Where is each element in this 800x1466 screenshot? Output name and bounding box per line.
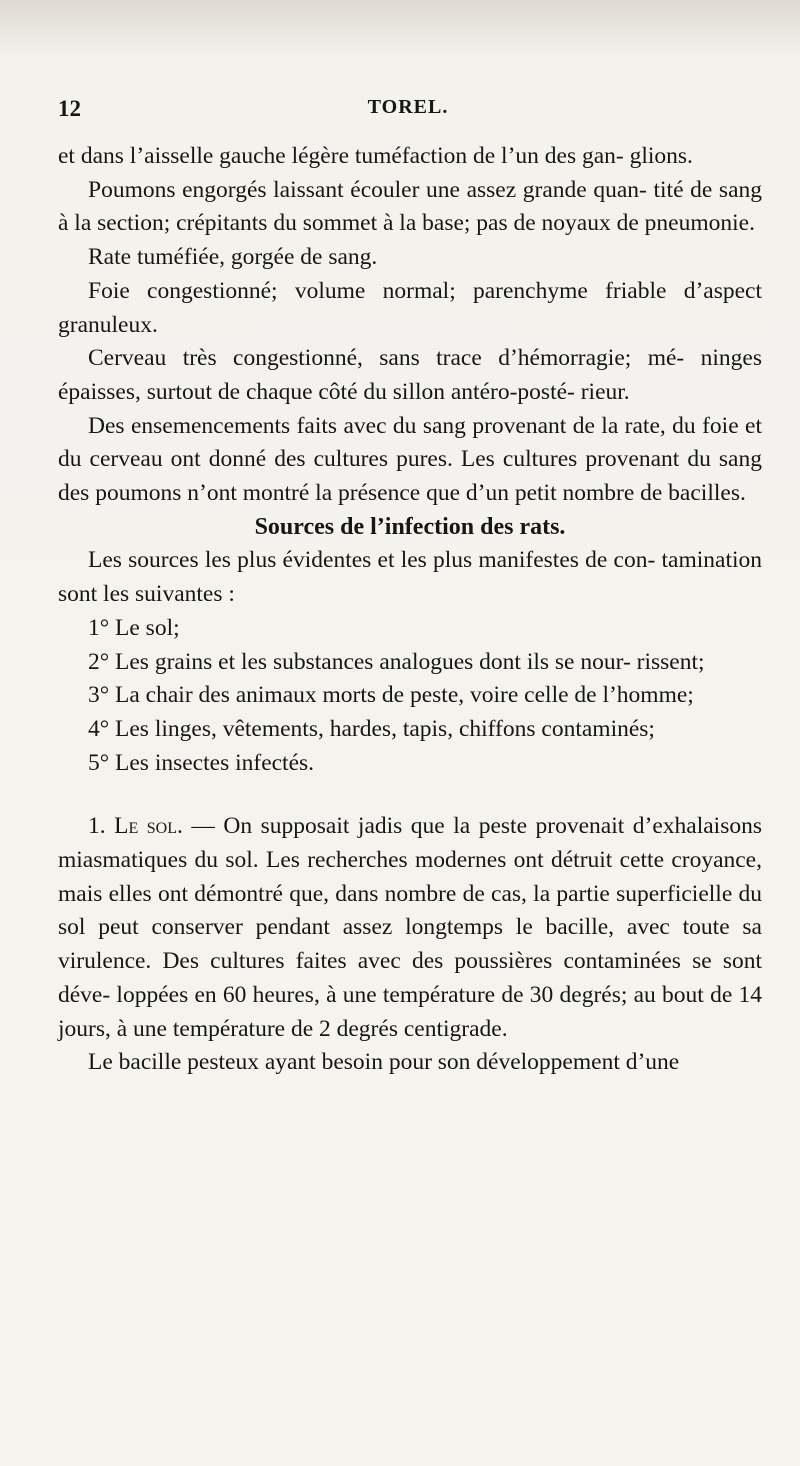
paragraph: Les sources les plus évidentes et les plus manifestes de con- tamination sont les suivantes : [58, 547, 762, 608]
page-number: 12 [58, 96, 81, 121]
paragraph: Poumons engorgés laissant écouler une assez grande quan- tité de sang à la section; crépitants du sommet à la base; pas de noyaux de pneumonie. [58, 176, 762, 237]
section-heading: Sources de l’infection des rats. [254, 513, 566, 540]
paragraph: et dans l’aisselle gauche légère tuméfaction de l’un des gan- glions. [58, 143, 693, 169]
paragraph: Rate tuméfiée, gorgée de sang. [88, 244, 378, 271]
paragraph: Le bacille pesteux ayant besoin pour son développement d’une [88, 1049, 680, 1076]
list-item: 2° Les grains et les substances analogues dont ils se nour- rissent; [88, 648, 705, 675]
paragraph: Foie congestionné; volume normal; parenchyme friable d’aspect granuleux. [58, 277, 762, 338]
body-text [58, 140, 762, 1080]
paragraph [58, 810, 762, 1046]
paragraph-label: 1. Le sol. [88, 813, 183, 840]
list-item: 4° Les linges, vêtements, hardes, tapis, chiffons contaminés; [88, 715, 655, 742]
running-title: TOREL. [367, 96, 449, 118]
paragraph-text: — On supposait jadis que la peste provenait d’exhalaisons miasmatiques du sol. Les recherches modernes ont détruit cette croyance, mais elles ont démontré que, dans nombre de cas, la partie superficielle du sol peut conserver pendant assez longtemps le bacille, avec toute sa virulence. Des cultures faites avec des poussières contaminées se sont déve- loppées en 60 heures, à une température de 30 degrés; au bout de 14 jours, à une température de 2 degrés centigrade. [58, 813, 762, 1042]
paragraph: Des ensemencements faits avec du sang provenant de la rate, du foie et du cerveau ont donné des cultures pures. Les cultures provenant du sang des poumons n’ont montré la présence que d’un petit nombre de bacilles. [58, 412, 762, 507]
list-item: 1° Le sol; [88, 614, 180, 641]
page-header [58, 96, 758, 126]
list-item: 5° Les insectes infectés. [88, 749, 315, 776]
list-item: 3° La chair des animaux morts de peste, voire celle de l’homme; [88, 682, 694, 709]
paragraph: Cerveau très congestionné, sans trace d’hémorragie; mé- ninges épaisses, surtout de chaque côté du sillon antéro-posté- rieur. [58, 345, 762, 405]
